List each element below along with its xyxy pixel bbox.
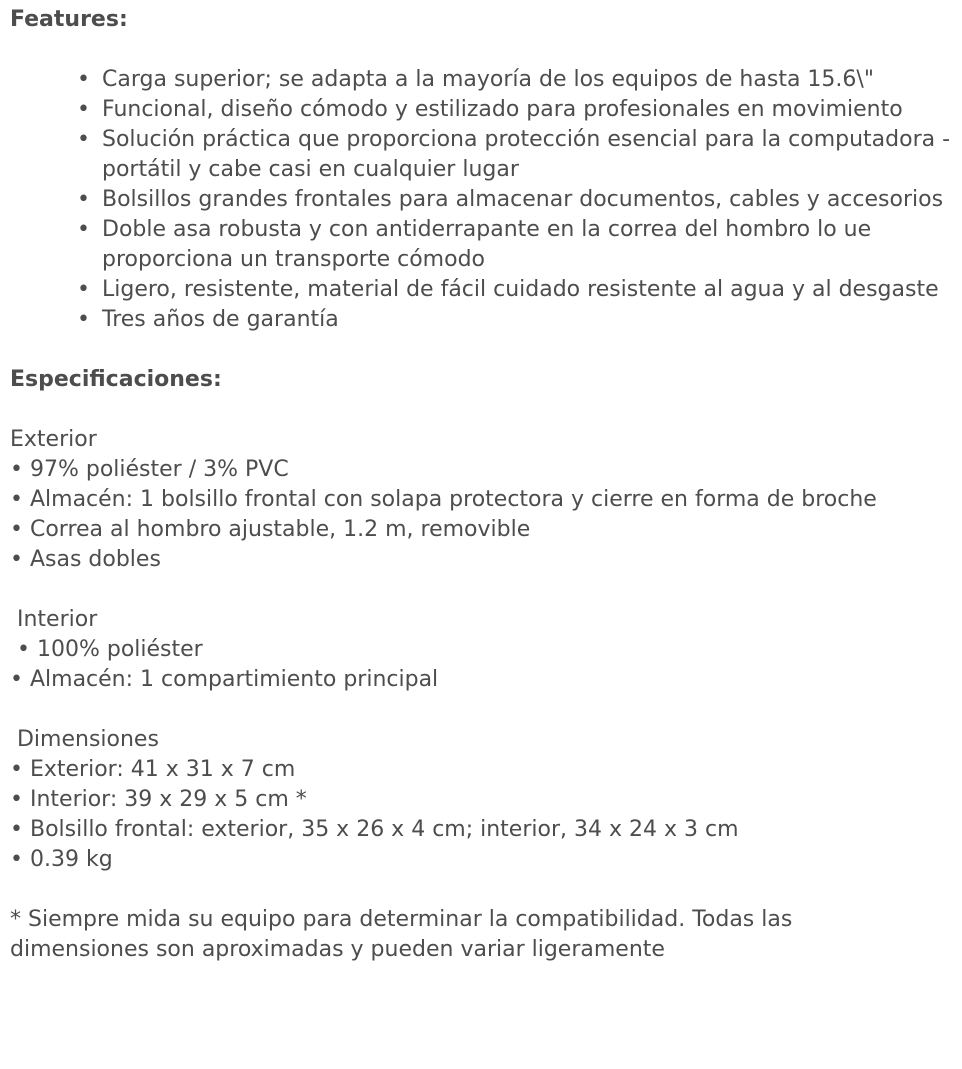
feature-item xyxy=(77,305,962,335)
spec-line: • Almacén: 1 bolsillo frontal con solapa protectora y cierre en forma de broche xyxy=(10,487,877,512)
feature-item xyxy=(77,185,962,215)
features-heading: Features: xyxy=(10,7,128,32)
spec-line: • Exterior: 41 x 31 x 7 cm xyxy=(10,757,296,782)
exterior-section xyxy=(10,425,962,575)
feature-item xyxy=(77,125,962,185)
feature-item-text: Tres años de garantía xyxy=(102,307,339,332)
bullet-icon: • xyxy=(77,217,90,242)
spacer xyxy=(10,695,962,725)
bullet-icon: • xyxy=(77,277,90,302)
interior-section xyxy=(10,605,962,695)
dimensions-title: Dimensiones xyxy=(10,727,159,752)
spec-line: • Bolsillo frontal: exterior, 35 x 26 x 4 cm; interior, 34 x 24 x 3 cm xyxy=(10,817,739,842)
feature-item-text: Carga superior; se adapta a la mayoría de los equipos de hasta 15.6\" xyxy=(102,67,874,92)
spec-line: • Correa al hombro ajustable, 1.2 m, removible xyxy=(10,517,531,542)
feature-item-text: Doble asa robusta y con antiderrapante en la correa del hombro lo ue proporciona un transporte cómodo xyxy=(102,217,872,272)
feature-item-text: Solución práctica que proporciona protección esencial para la computadora - portátil y cabe casi en cualquier lugar xyxy=(102,127,951,182)
specs-heading: Especificaciones: xyxy=(10,367,222,392)
exterior-title: Exterior xyxy=(10,427,97,452)
spacer xyxy=(10,575,962,605)
spacer xyxy=(10,395,962,425)
dimensions-section xyxy=(10,725,962,875)
bullet-icon: • xyxy=(77,127,90,152)
feature-item xyxy=(77,275,962,305)
bullet-icon: • xyxy=(77,187,90,212)
feature-item-text: Ligero, resistente, material de fácil cuidado resistente al agua y al desgaste xyxy=(102,277,939,302)
feature-item xyxy=(77,95,962,125)
bullet-icon: • xyxy=(77,307,90,332)
spec-line: • Asas dobles xyxy=(10,547,161,572)
interior-title: Interior xyxy=(10,607,98,632)
spec-line: • 97% poliéster / 3% PVC xyxy=(10,457,289,482)
spec-line: • Interior: 39 x 29 x 5 cm * xyxy=(10,787,307,812)
features-list xyxy=(10,65,962,335)
spec-line: • 0.39 kg xyxy=(10,847,113,872)
compatibility-note: * Siempre mida su equipo para determinar la compatibilidad. Todas las dimensiones son aproximadas y pueden variar ligeramente xyxy=(10,907,793,962)
bullet-icon: • xyxy=(77,97,90,122)
spec-line: • Almacén: 1 compartimiento principal xyxy=(10,667,439,692)
bullet-icon: • xyxy=(77,67,90,92)
feature-item-text: Bolsillos grandes frontales para almacenar documentos, cables y accesorios xyxy=(102,187,944,212)
spec-line: • 100% poliéster xyxy=(10,637,203,662)
feature-item xyxy=(77,215,962,275)
spacer xyxy=(10,875,962,905)
feature-item-text: Funcional, diseño cómodo y estilizado para profesionales en movimiento xyxy=(102,97,903,122)
spacer xyxy=(10,335,962,365)
feature-item xyxy=(77,65,962,95)
